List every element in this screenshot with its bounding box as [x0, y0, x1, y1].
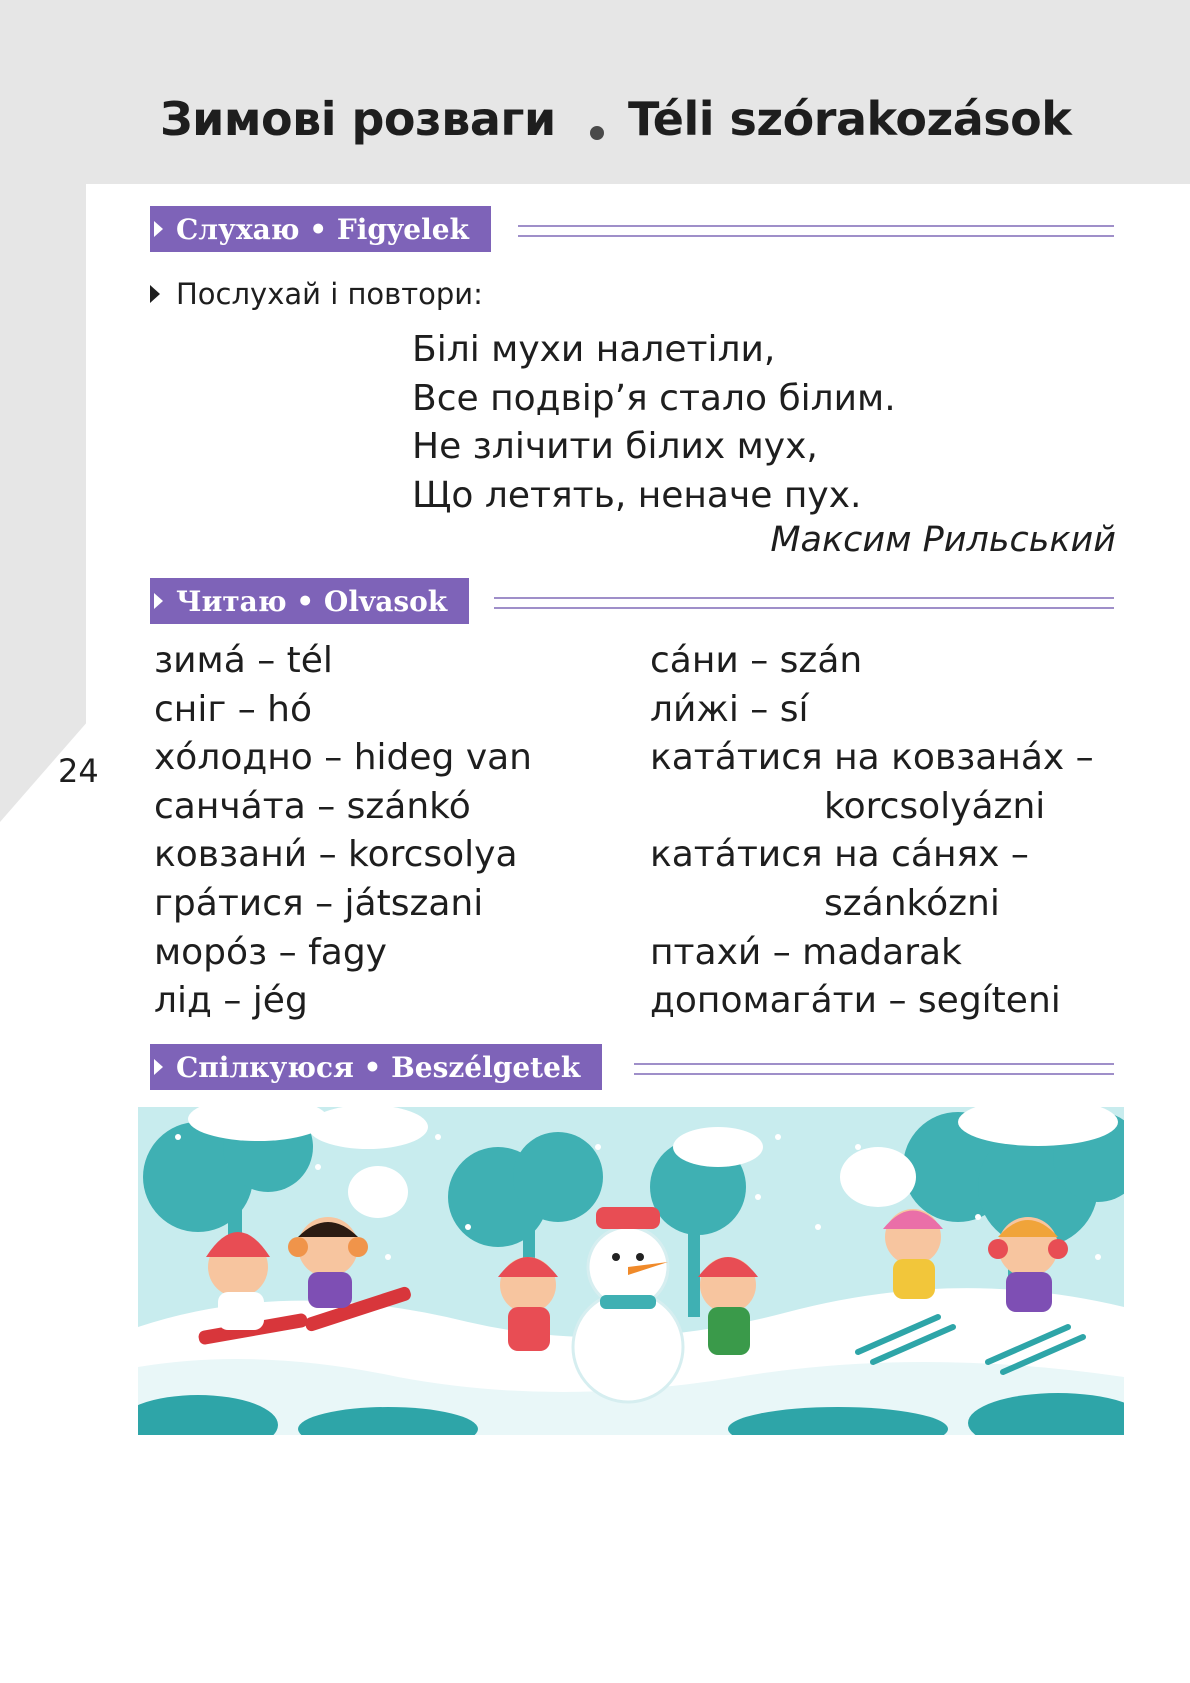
section-read-text: Читаю • Olvasok — [176, 584, 448, 618]
section-speak-text: Спілкуюся • Beszélgetek — [176, 1050, 581, 1084]
vocabulary-item: сніг – hó — [154, 688, 312, 730]
section-speak-label — [150, 1044, 602, 1090]
poem-line: Не злічити білих мух, — [412, 426, 818, 467]
vocabulary-item: ли́жі – sí — [650, 688, 809, 730]
vocabulary-item: ката́тися на са́нях – — [650, 834, 1029, 876]
section-listen-label — [150, 206, 491, 252]
vocabulary-item: ковзани́ – korcsolya — [154, 834, 518, 876]
section-listen-rule — [518, 225, 1114, 237]
poem-line: Що летять, неначе пух. — [412, 474, 862, 516]
section-speak — [150, 1044, 602, 1090]
page-number: 24 — [58, 752, 99, 790]
vocabulary-left-column — [154, 637, 532, 1026]
poem-line: Білі мухи налетіли, — [412, 329, 776, 370]
winter-scene-icon — [138, 1107, 1124, 1435]
section-arrow-icon — [154, 221, 163, 237]
section-read — [150, 578, 469, 624]
section-arrow-icon — [154, 593, 163, 609]
page-title-ukrainian: Зимові розваги — [160, 92, 556, 146]
vocabulary-item: птахи́ – madarak — [650, 931, 962, 973]
vocabulary-item: допомага́ти – segíteni — [650, 980, 1061, 1022]
section-speak-rule — [634, 1063, 1114, 1075]
section-read-rule — [494, 597, 1114, 609]
bullet-triangle-icon — [150, 285, 160, 303]
vocabulary-item: лід – jég — [154, 980, 308, 1022]
vocabulary-item: ката́тися на ковзана́х – — [650, 737, 1094, 779]
vocabulary-item: зима́ – tél — [154, 640, 333, 681]
vocabulary-item: моро́з – fagy — [154, 931, 387, 973]
side-tab — [0, 0, 86, 822]
winter-kids-scene-illustration — [138, 1107, 1124, 1435]
section-listen — [150, 206, 491, 252]
poem — [412, 326, 896, 520]
vocabulary-item-continuation: korcsolyázni — [824, 785, 1046, 827]
section-listen-text: Слухаю • Figyelek — [176, 212, 469, 246]
instruction — [150, 277, 483, 311]
poem-author: Максим Рильський — [770, 520, 1116, 560]
section-arrow-icon — [154, 1059, 163, 1075]
title-separator-dot — [590, 126, 604, 140]
vocabulary-item: гра́тися – játszani — [154, 882, 484, 924]
instruction-text: Послухай і повтори: — [176, 277, 483, 311]
vocabulary-item: санча́та – szánkó — [154, 785, 471, 827]
vocabulary-item: са́ни – szán — [650, 640, 863, 681]
poem-line: Все подвір’я стало білим. — [412, 377, 896, 419]
vocabulary-right-column — [650, 637, 1094, 1026]
vocabulary-item: хо́лодно – hideg van — [154, 737, 532, 779]
page-title-hungarian: Téli szórakozások — [628, 92, 1072, 146]
vocabulary-item-continuation: szánkózni — [824, 882, 1000, 924]
section-read-label — [150, 578, 469, 624]
